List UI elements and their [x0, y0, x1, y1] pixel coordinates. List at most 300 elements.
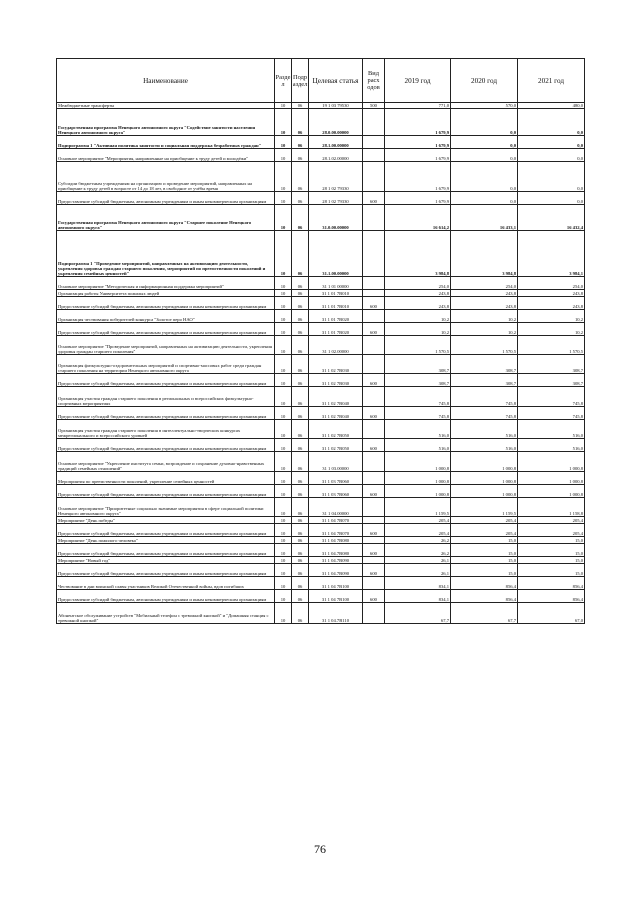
- cell-name: Мероприятие "День пожилого человека": [57, 537, 275, 544]
- table-row: [57, 439, 585, 452]
- cell-name: Предоставление субсидий бюджетным, автономным учреждениям и иным некоммерческим организациям: [57, 297, 275, 310]
- cell-name: Подпрограмма 1 "Проведение мероприятий, направленных на активизацию деятельности, укрепления здоровья граждан старшего поколения, мероприятий по преемственности поколений и укрепления семейных ценностей": [57, 231, 275, 277]
- table-row: [57, 323, 585, 336]
- cell-2020: 745,8: [451, 387, 518, 407]
- cell-2020: 254,0: [451, 277, 518, 290]
- cell-podrazdel: 06: [292, 557, 309, 564]
- cell-2021: 516,0: [518, 439, 585, 452]
- cell-razdel: 10: [275, 192, 292, 205]
- cell-2020: 0,0: [451, 136, 518, 149]
- table-row: [57, 290, 585, 297]
- cell-expense-type: 600: [363, 485, 385, 498]
- cell-podrazdel: 06: [292, 472, 309, 485]
- cell-2019: 1 000,8: [385, 472, 451, 485]
- cell-target-article: 19 1 03 79530: [309, 103, 363, 109]
- cell-expense-type: [363, 557, 385, 564]
- cell-name: Предоставление субсидий бюджетным, автономным учреждениям и иным некоммерческим организациям: [57, 564, 275, 577]
- cell-2020: 308,7: [451, 374, 518, 387]
- cell-2020: 3 984,8: [451, 231, 518, 277]
- cell-2019: 16 614,2: [385, 205, 451, 231]
- cell-podrazdel: 06: [292, 485, 309, 498]
- cell-razdel: 10: [275, 149, 292, 162]
- cell-name: Основное мероприятие "Укрепление института семьи, возрождение и сохранение духовно-нравственных традиций семейных отношений": [57, 452, 275, 472]
- header-2020: 2020 год: [451, 59, 518, 103]
- cell-2020: 1 000,8: [451, 472, 518, 485]
- cell-2021: 308,7: [518, 374, 585, 387]
- cell-name: Государственная программа Ненецкого автономного округа "Старшее поколение Ненецкого автономного округа": [57, 205, 275, 231]
- cell-razdel: 10: [275, 374, 292, 387]
- cell-2021: 243,8: [518, 290, 585, 297]
- cell-name: Межбюджетные трансферты: [57, 103, 275, 109]
- cell-expense-type: 600: [363, 564, 385, 577]
- cell-razdel: 10: [275, 485, 292, 498]
- cell-razdel: 10: [275, 323, 292, 336]
- table-row: [57, 374, 585, 387]
- cell-razdel: 10: [275, 231, 292, 277]
- cell-expense-type: [363, 310, 385, 323]
- cell-razdel: 10: [275, 564, 292, 577]
- cell-2019: 3 984,8: [385, 231, 451, 277]
- cell-target-article: 31 1 04.7B080: [309, 544, 363, 557]
- cell-2020: 10,2: [451, 310, 518, 323]
- header-target-article: Целевая статья: [309, 59, 363, 103]
- cell-expense-type: [363, 277, 385, 290]
- cell-2020: 856,4: [451, 590, 518, 603]
- header-2019: 2019 год: [385, 59, 451, 103]
- cell-expense-type: 600: [363, 323, 385, 336]
- cell-razdel: 10: [275, 524, 292, 537]
- cell-target-article: 31 1 01 7B010: [309, 297, 363, 310]
- cell-target-article: 31 1 03 7B060: [309, 485, 363, 498]
- cell-name: Организация чествования победителей конкурса "Золотое перо НАО": [57, 310, 275, 323]
- cell-2019: 745,8: [385, 387, 451, 407]
- cell-2021: 308,7: [518, 355, 585, 374]
- cell-2019: 26,1: [385, 564, 451, 577]
- cell-razdel: 10: [275, 310, 292, 323]
- cell-2020: 516,0: [451, 420, 518, 439]
- cell-razdel: 10: [275, 557, 292, 564]
- cell-2019: 243,8: [385, 297, 451, 310]
- cell-2021: 1 158,8: [518, 498, 585, 517]
- cell-2019: 205,4: [385, 517, 451, 524]
- cell-expense-type: [363, 420, 385, 439]
- cell-podrazdel: 06: [292, 355, 309, 374]
- budget-table: [56, 58, 585, 624]
- cell-expense-type: [363, 162, 385, 192]
- cell-2021: 0,0: [518, 162, 585, 192]
- cell-podrazdel: 06: [292, 277, 309, 290]
- cell-razdel: 10: [275, 439, 292, 452]
- cell-expense-type: [363, 355, 385, 374]
- cell-expense-type: [363, 136, 385, 149]
- cell-2019: 243,8: [385, 290, 451, 297]
- cell-2019: 834,1: [385, 577, 451, 590]
- cell-target-article: 31 1 04.00000: [309, 498, 363, 517]
- cell-razdel: 10: [275, 420, 292, 439]
- page-number: 76: [314, 842, 326, 856]
- table-row: [57, 590, 585, 603]
- cell-expense-type: 600: [363, 439, 385, 452]
- cell-2020: 205,4: [451, 517, 518, 524]
- cell-2020: 1 000,8: [451, 485, 518, 498]
- cell-2021: 0,0: [518, 136, 585, 149]
- cell-2021: 856,4: [518, 577, 585, 590]
- cell-name: Предоставление субсидий бюджетным, автономным учреждениям и иным некоммерческим организациям: [57, 485, 275, 498]
- table-row: [57, 564, 585, 577]
- cell-target-article: 31.1.00.00000: [309, 231, 363, 277]
- cell-expense-type: 600: [363, 374, 385, 387]
- cell-name: Организация физкультурно-оздоровительных мероприятий и спортивно-массовых работ среди граждан старшего поколения на территории Ненецкого автономного округа: [57, 355, 275, 374]
- table-row: [57, 517, 585, 524]
- cell-podrazdel: 06: [292, 136, 309, 149]
- cell-2021: 745,8: [518, 407, 585, 420]
- cell-target-article: 28 1 02 79330: [309, 162, 363, 192]
- cell-target-article: 28.1.00.00000: [309, 136, 363, 149]
- cell-2020: 856,4: [451, 577, 518, 590]
- cell-expense-type: [363, 577, 385, 590]
- cell-razdel: 10: [275, 472, 292, 485]
- table-row: [57, 277, 585, 290]
- cell-expense-type: [363, 472, 385, 485]
- cell-name: Предоставление субсидий бюджетным, автономным учреждениям и иным некоммерческим организациям: [57, 407, 275, 420]
- table-row: [57, 231, 585, 277]
- cell-2019: 205,4: [385, 524, 451, 537]
- cell-2019: 26,1: [385, 557, 451, 564]
- cell-name: Мероприятие "День победы": [57, 517, 275, 524]
- cell-podrazdel: 06: [292, 387, 309, 407]
- cell-podrazdel: 06: [292, 439, 309, 452]
- table-row: [57, 524, 585, 537]
- cell-podrazdel: 06: [292, 603, 309, 624]
- cell-podrazdel: 06: [292, 420, 309, 439]
- cell-2020: 10,2: [451, 323, 518, 336]
- cell-name: Предоставление субсидий бюджетным, автономным учреждениям и иным некоммерческим организациям: [57, 590, 275, 603]
- cell-razdel: 10: [275, 387, 292, 407]
- cell-razdel: 10: [275, 517, 292, 524]
- cell-2020: 15,0: [451, 544, 518, 557]
- cell-2021: 0,0: [518, 109, 585, 136]
- table-row: [57, 485, 585, 498]
- cell-razdel: 10: [275, 590, 292, 603]
- table-row: [57, 336, 585, 355]
- cell-name: Основное мероприятие "Методическая и информационная поддержка мероприятий": [57, 277, 275, 290]
- cell-2019: 1 159,5: [385, 498, 451, 517]
- cell-2021: 15,0: [518, 557, 585, 564]
- table-header-row: [57, 59, 585, 103]
- table-row: [57, 603, 585, 624]
- cell-expense-type: [363, 537, 385, 544]
- cell-2021: 16 432,4: [518, 205, 585, 231]
- cell-2019: 1 679,9: [385, 109, 451, 136]
- cell-name: Подпрограмма 1 "Активная политика занятости и социальная поддержка безработных граждан": [57, 136, 275, 149]
- cell-expense-type: [363, 149, 385, 162]
- cell-target-article: 28.1.02.00000: [309, 149, 363, 162]
- table-body: [57, 103, 585, 624]
- cell-expense-type: 600: [363, 590, 385, 603]
- cell-name: Организация участия граждан старшего поколения в региональных и всероссийских физкультурно-спортивных мероприятиях: [57, 387, 275, 407]
- cell-2020: 1 159,5: [451, 498, 518, 517]
- cell-2020: 15,0: [451, 557, 518, 564]
- table-row: [57, 537, 585, 544]
- cell-2019: 1 570,5: [385, 336, 451, 355]
- table-row: [57, 407, 585, 420]
- header-expense-type: Вид расх одов: [363, 59, 385, 103]
- cell-target-article: 31 1 03.00000: [309, 452, 363, 472]
- cell-2019: 26,2: [385, 537, 451, 544]
- table-row: [57, 355, 585, 374]
- cell-expense-type: [363, 336, 385, 355]
- cell-name: Основное мероприятие "Приоритетные социально значимые мероприятия в сфере социальной политики Ненецкого автономного округа": [57, 498, 275, 517]
- cell-razdel: 10: [275, 355, 292, 374]
- cell-expense-type: [363, 498, 385, 517]
- cell-2021: 0,0: [518, 192, 585, 205]
- cell-podrazdel: 06: [292, 407, 309, 420]
- cell-expense-type: 600: [363, 192, 385, 205]
- cell-2020: 308,7: [451, 355, 518, 374]
- cell-2019: 254,0: [385, 277, 451, 290]
- table-row: [57, 387, 585, 407]
- cell-name: Основное мероприятие "Проведение мероприятий, направленных на активизацию деятельности, укрепления здоровья граждан старшего поколения": [57, 336, 275, 355]
- cell-name: Субсидии бюджетным учреждениям на организацию и проведение мероприятий, направленных на приобщение к труду детей в возрасте от 14 до 18 лет, в свободное от учёбы время: [57, 162, 275, 192]
- cell-razdel: 10: [275, 297, 292, 310]
- table-row: [57, 544, 585, 557]
- cell-podrazdel: 06: [292, 564, 309, 577]
- cell-podrazdel: 06: [292, 192, 309, 205]
- cell-2020: 0,0: [451, 162, 518, 192]
- cell-2019: 516,0: [385, 439, 451, 452]
- cell-razdel: 10: [275, 452, 292, 472]
- cell-2020: 0,0: [451, 192, 518, 205]
- cell-name: Мероприятия по преемственности поколений, укрепление семейных ценностей: [57, 472, 275, 485]
- cell-2021: 1 570,5: [518, 336, 585, 355]
- cell-razdel: 10: [275, 290, 292, 297]
- cell-2019: 1 679,9: [385, 149, 451, 162]
- cell-target-article: 31 1 03 7B060: [309, 472, 363, 485]
- cell-2019: 67,7: [385, 603, 451, 624]
- table-row: [57, 136, 585, 149]
- table-row: [57, 109, 585, 136]
- cell-2019: 308,7: [385, 355, 451, 374]
- table-row: [57, 297, 585, 310]
- table-row: [57, 205, 585, 231]
- cell-2020: 0,0: [451, 149, 518, 162]
- cell-2020: 0,0: [451, 109, 518, 136]
- cell-2021: 1 000,8: [518, 452, 585, 472]
- table-row: [57, 310, 585, 323]
- cell-2021: 15,0: [518, 564, 585, 577]
- cell-2021: 15,0: [518, 537, 585, 544]
- cell-target-article: 31 1 02 7B040: [309, 387, 363, 407]
- cell-expense-type: 600: [363, 544, 385, 557]
- cell-target-article: 31 1 02 7B050: [309, 420, 363, 439]
- cell-2020: 15,0: [451, 564, 518, 577]
- cell-2021: 205,4: [518, 524, 585, 537]
- cell-expense-type: [363, 387, 385, 407]
- cell-2019: 1 000,8: [385, 452, 451, 472]
- cell-2020: 243,8: [451, 297, 518, 310]
- cell-razdel: 10: [275, 136, 292, 149]
- cell-2021: 254,0: [518, 277, 585, 290]
- table-row: [57, 162, 585, 192]
- cell-target-article: 31 1 04 7B080: [309, 537, 363, 544]
- cell-razdel: 10: [275, 544, 292, 557]
- cell-2021: 856,4: [518, 590, 585, 603]
- cell-target-article: 31 1 01 7B020: [309, 323, 363, 336]
- cell-podrazdel: 06: [292, 452, 309, 472]
- header-name: Наименование: [57, 59, 275, 103]
- header-podrazdel: Подр аздел: [292, 59, 309, 103]
- cell-2020: 745,8: [451, 407, 518, 420]
- cell-2021: 10,2: [518, 310, 585, 323]
- cell-name: Мероприятие "Новый год": [57, 557, 275, 564]
- cell-expense-type: [363, 290, 385, 297]
- cell-name: Абонентское обслуживание устройств "Мобильный телефон с тревожной кнопкой" и "Домашняя станция с тревожной кнопкой": [57, 603, 275, 624]
- cell-name: Предоставление субсидий бюджетным, автономным учреждениям и иным некоммерческим организациям: [57, 439, 275, 452]
- cell-target-article: 31 1 04.7B090: [309, 557, 363, 564]
- cell-expense-type: [363, 452, 385, 472]
- cell-2021: 3 984,1: [518, 231, 585, 277]
- cell-2021: 243,8: [518, 297, 585, 310]
- cell-razdel: 10: [275, 407, 292, 420]
- cell-2020: 205,4: [451, 524, 518, 537]
- cell-target-article: 31 1 01 00000: [309, 277, 363, 290]
- cell-podrazdel: 06: [292, 162, 309, 192]
- cell-expense-type: 600: [363, 407, 385, 420]
- cell-razdel: 10: [275, 205, 292, 231]
- cell-name: Предоставление субсидий бюджетным, автономным учреждениям и иным некоммерческим организациям: [57, 374, 275, 387]
- cell-2019: 1 679,9: [385, 162, 451, 192]
- cell-2019: 10,2: [385, 323, 451, 336]
- cell-podrazdel: 06: [292, 205, 309, 231]
- cell-target-article: 31 1 02 7B030: [309, 355, 363, 374]
- cell-target-article: 31 1 04 7B070: [309, 524, 363, 537]
- cell-2019: 10,2: [385, 310, 451, 323]
- cell-razdel: 10: [275, 537, 292, 544]
- cell-2021: 516,0: [518, 420, 585, 439]
- cell-2019: 1 000,8: [385, 485, 451, 498]
- cell-target-article: 31 1 04.7B110: [309, 603, 363, 624]
- cell-podrazdel: 06: [292, 517, 309, 524]
- table-row: [57, 452, 585, 472]
- cell-2019: 1 679,9: [385, 192, 451, 205]
- cell-2019: 771,0: [385, 103, 451, 109]
- cell-target-article: 31 1 02 7B040: [309, 407, 363, 420]
- cell-name: Предоставление субсидий бюджетным, автономным учреждениям и иным некоммерческим организациям: [57, 323, 275, 336]
- cell-2021: 1 000,8: [518, 485, 585, 498]
- cell-name: Основное мероприятие "Мероприятия, направленные на приобщение к труду детей и молодёжи": [57, 149, 275, 162]
- cell-target-article: 31 1 01 7B020: [309, 310, 363, 323]
- cell-2020: 15,0: [451, 537, 518, 544]
- cell-expense-type: [363, 205, 385, 231]
- cell-name: Организация участия граждан старшего поколения в интеллектуально-творческих конкурсах межрегионального и всероссийского уровней: [57, 420, 275, 439]
- cell-target-article: 31 1 01 7B010: [309, 290, 363, 297]
- cell-2021: 480,0: [518, 103, 585, 109]
- table-row: [57, 498, 585, 517]
- cell-target-article: 31 1 02 7B050: [309, 439, 363, 452]
- cell-expense-type: 600: [363, 524, 385, 537]
- table-row: [57, 420, 585, 439]
- cell-target-article: 28.0.00.00000: [309, 109, 363, 136]
- cell-name: Чествование в дни воинской славы участников Великой Отечественной войны, вдов погибших: [57, 577, 275, 590]
- cell-target-article: 31 1 02 7B030: [309, 374, 363, 387]
- cell-2020: 516,0: [451, 439, 518, 452]
- cell-2021: 1 000,8: [518, 472, 585, 485]
- cell-podrazdel: 06: [292, 590, 309, 603]
- cell-2021: 205,4: [518, 517, 585, 524]
- cell-podrazdel: 06: [292, 524, 309, 537]
- cell-name: Предоставление субсидий бюджетным, автономным учреждениям и иным некоммерческим организациям: [57, 544, 275, 557]
- table-row: [57, 149, 585, 162]
- cell-expense-type: [363, 231, 385, 277]
- cell-expense-type: 500: [363, 103, 385, 109]
- table-row: [57, 192, 585, 205]
- cell-2021: 745,8: [518, 387, 585, 407]
- cell-2021: 0,0: [518, 149, 585, 162]
- cell-2020: 67,7: [451, 603, 518, 624]
- cell-podrazdel: 06: [292, 544, 309, 557]
- cell-razdel: 10: [275, 603, 292, 624]
- cell-expense-type: [363, 603, 385, 624]
- cell-podrazdel: 06: [292, 109, 309, 136]
- cell-podrazdel: 06: [292, 231, 309, 277]
- cell-podrazdel: 06: [292, 577, 309, 590]
- cell-podrazdel: 06: [292, 310, 309, 323]
- cell-2020: 1 000,8: [451, 452, 518, 472]
- cell-name: Организация работы Университета пожилых людей: [57, 290, 275, 297]
- header-2021: 2021 год: [518, 59, 585, 103]
- cell-target-article: 31.0.00.00000: [309, 205, 363, 231]
- cell-razdel: 10: [275, 277, 292, 290]
- table-row: [57, 557, 585, 564]
- cell-razdel: 10: [275, 498, 292, 517]
- cell-razdel: 10: [275, 336, 292, 355]
- cell-target-article: 31 1 04 7B100: [309, 590, 363, 603]
- cell-name: Предоставление субсидий бюджетным, автономным учреждениям и иным некоммерческим организациям: [57, 524, 275, 537]
- cell-podrazdel: 06: [292, 498, 309, 517]
- cell-2019: 308,7: [385, 374, 451, 387]
- cell-2019: 745,8: [385, 407, 451, 420]
- cell-razdel: 10: [275, 162, 292, 192]
- cell-2020: 1 570,5: [451, 336, 518, 355]
- cell-2019: 1 679,9: [385, 136, 451, 149]
- header-razdel: Разде л: [275, 59, 292, 103]
- cell-2020: 243,8: [451, 290, 518, 297]
- cell-2020: 570,0: [451, 103, 518, 109]
- cell-expense-type: [363, 517, 385, 524]
- cell-razdel: 10: [275, 109, 292, 136]
- cell-podrazdel: 06: [292, 103, 309, 109]
- cell-podrazdel: 06: [292, 323, 309, 336]
- cell-podrazdel: 06: [292, 336, 309, 355]
- cell-podrazdel: 06: [292, 149, 309, 162]
- cell-2021: 10,2: [518, 323, 585, 336]
- cell-2021: 67,0: [518, 603, 585, 624]
- cell-razdel: 10: [275, 577, 292, 590]
- cell-2019: 516,0: [385, 420, 451, 439]
- cell-podrazdel: 06: [292, 537, 309, 544]
- cell-name: Предоставление субсидий бюджетным, автономным учреждениям и иным некоммерческим организациям: [57, 192, 275, 205]
- cell-name: Государственная программа Ненецкого автономного округа "Содействие занятости населения Ненецкого автономного округа": [57, 109, 275, 136]
- cell-target-article: 31 1 04.7B090: [309, 564, 363, 577]
- cell-podrazdel: 06: [292, 297, 309, 310]
- cell-target-article: 31 1 02.00000: [309, 336, 363, 355]
- cell-razdel: 10: [275, 103, 292, 109]
- table-row: [57, 577, 585, 590]
- cell-2019: 26,2: [385, 544, 451, 557]
- table-row: [57, 472, 585, 485]
- cell-podrazdel: 06: [292, 290, 309, 297]
- cell-2021: 15,0: [518, 544, 585, 557]
